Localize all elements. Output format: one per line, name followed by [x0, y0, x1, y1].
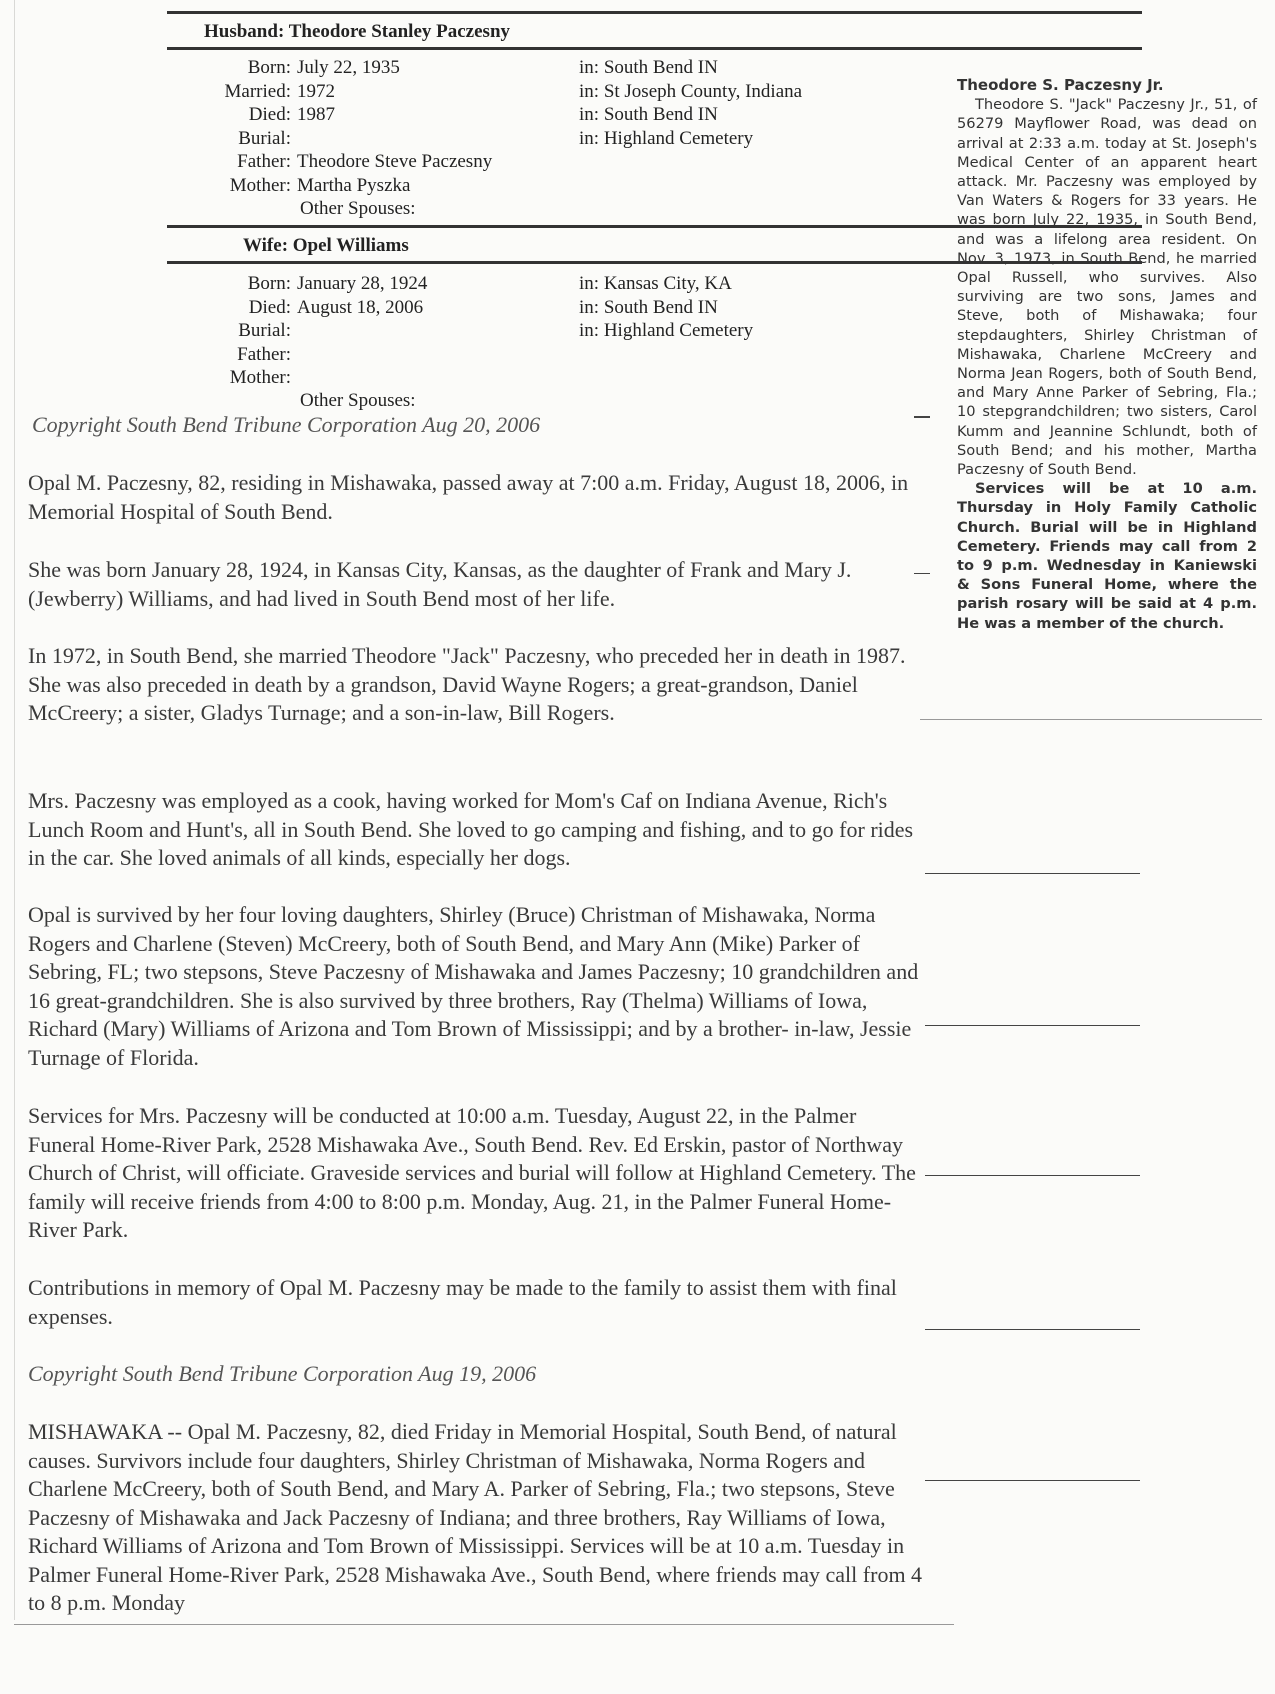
field-label: Burial:: [238, 127, 291, 149]
field-label: Died:: [248, 104, 291, 125]
wife-row: [166, 319, 753, 343]
obituary-paragraph: MISHAWAKA -- Opal M. Paczesny, 82, died Friday in Memorial Hospital, South Bend, of natural causes. Survivors include four daughters, Shirley Christman of Mishawaka, Norma Rogers and Charlene McCreery, both of South Bend, and Mary A. Parker of Sebring, Fla.; two stepsons, Steve Paczesny of Mishawaka and Jack Paczesny of Indiana; and three brothers, Ray Williams of Iowa, Richard Williams of Arizona and Tom Brown of Mississippi. Services will be at 10 a.m. Tuesday in Palmer Funeral Home-River Park, 2528 Mishawaka Ave., South Bend, where friends may call from 4 to 8 p.m. Monday: [28, 1419, 923, 1615]
in-label: in:: [579, 296, 600, 318]
clipping-paragraph: Services will be at 10 a.m. Thursday in Holy Family Catholic Church. Burial will be in Highland Cemetery. Friends may call from 2 to 9 p.m. Wednesday in Kaniewski & Sons Funeral Home, where the parish rosary will be said at 4 p.m. He was a member of the church.: [957, 480, 1257, 632]
obituary-paragraph: Opal M. Paczesny, 82, residing in Mishawaka, passed away at 7:00 a.m. Friday, August 18, 2006, in Memorial Hospital of South Bend.: [28, 470, 909, 524]
husband-row: [166, 80, 802, 104]
place-value: St Joseph County, Indiana: [603, 80, 803, 102]
husband-row: [166, 150, 802, 174]
field-label: Born:: [247, 57, 291, 78]
bottom-rule: [14, 1624, 954, 1625]
field-label: Married:: [224, 80, 291, 102]
obituary-paragraph: Opal is survived by her four loving daughters, Shirley (Bruce) Christman of Mishawaka, Norma Rogers and Charlene (Steven) McCreery, both of South Bend, and Mary Ann (Mike) Parker of Sebring, FL; two stepsons, Steve Paczesny of Mishawaka and James Paczesny; 10 grandchildren and 16 great-grandchildren. She is also survived by three brothers, Ray (Thelma) Williams of Iowa, Richard (Mary) Williams of Arizona and Tom Brown of Mississippi; and by a brother- in-law, Jessie Turnage of Florida.: [28, 902, 919, 1070]
margin-line: [920, 719, 1262, 720]
newspaper-clipping: [957, 76, 1257, 633]
margin-line: [925, 1025, 1140, 1026]
in-label: in:: [579, 273, 600, 294]
margin-dash: [914, 416, 930, 418]
in-label: in:: [579, 104, 600, 125]
field-value: Theodore Steve Paczesny: [297, 151, 493, 172]
field-label: Burial:: [238, 320, 291, 341]
field-label: Father:: [237, 343, 291, 365]
wife-row: [166, 296, 753, 320]
husband-details: [166, 56, 802, 197]
field-value: [297, 319, 579, 343]
husband-rule: [167, 47, 1142, 50]
obituary-paragraph: In 1972, in South Bend, she married Theodore "Jack" Paczesny, who preceded her in death in 1987. She was also preceded in death by a grandson, David Wayne Rogers; a great-grandson, Daniel McCreery; a sister, Gladys Turnage; and a son-in-law, Bill Rogers.: [28, 643, 906, 725]
field-label: Born:: [247, 273, 291, 294]
field-label: Mother:: [229, 367, 291, 388]
place-value: South Bend IN: [603, 57, 718, 78]
margin-line: [925, 873, 1140, 874]
wife-other-spouses: Other Spouses:: [300, 390, 416, 411]
margin-line: [925, 1175, 1140, 1176]
wife-details: [166, 272, 753, 390]
field-label: Mother:: [229, 174, 291, 196]
wife-row: [166, 272, 753, 296]
wife-row: [166, 366, 753, 390]
copyright-line: Copyright South Bend Tribune Corporation Aug 19, 2006: [28, 1361, 537, 1386]
margin-line: [925, 1329, 1140, 1330]
husband-row: [166, 103, 802, 127]
obituary-paragraph: Contributions in memory of Opal M. Paczesny may be made to the family to assist them with final expenses.: [28, 1275, 897, 1329]
field-label: Died:: [248, 296, 291, 318]
wife-heading: [243, 235, 409, 257]
field-value: [297, 343, 579, 367]
husband-label: Husband:: [204, 21, 285, 42]
husband-heading: [204, 21, 510, 43]
obituary-paragraph: Services for Mrs. Paczesny will be conducted at 10:00 a.m. Tuesday, August 22, in the Palmer Funeral Home-River Park, 2528 Mishawaka Ave., South Bend. Rev. Ed Erskin, pastor of Northway Church of Christ, will officiate. Graveside services and burial will follow at Highland Cemetery. The family will receive friends from 4:00 to 8:00 p.m. Monday, Aug. 21, in the Palmer Funeral Home-River Park.: [28, 1103, 916, 1242]
husband-row: [166, 174, 802, 198]
field-value: July 22, 1935: [297, 57, 400, 78]
copyright-line: Copyright South Bend Tribune Corporation Aug 20, 2006: [32, 412, 541, 437]
husband-row: [166, 56, 802, 80]
field-value: Martha Pyszka: [297, 174, 411, 196]
husband-other-spouses: Other Spouses:: [300, 198, 416, 219]
wife-row: [166, 343, 753, 367]
obituary-paragraph: She was born January 28, 1924, in Kansas City, Kansas, as the daughter of Frank and Mary J. (Jewberry) Williams, and had lived in South Bend most of her life.: [28, 557, 852, 611]
field-value: January 28, 1924: [297, 273, 428, 294]
wife-label: Wife:: [243, 235, 289, 256]
in-label: in:: [579, 127, 600, 149]
field-value: [297, 127, 579, 151]
place-value: Highland Cemetery: [603, 320, 754, 341]
field-value: 1987: [297, 104, 335, 125]
in-label: in:: [579, 320, 600, 341]
margin-line: [925, 1480, 1140, 1481]
in-label: in:: [579, 57, 600, 78]
place-value: Kansas City, KA: [603, 273, 732, 294]
place-value: Highland Cemetery: [603, 127, 754, 149]
field-value: 1972: [297, 80, 335, 102]
margin-dash: [914, 573, 930, 574]
field-value: August 18, 2006: [297, 296, 424, 318]
place-value: South Bend IN: [603, 296, 718, 318]
in-label: in:: [579, 80, 600, 102]
clipping-title: Theodore S. Paczesny Jr.: [957, 76, 1164, 94]
obituary-paragraph: Mrs. Paczesny was employed as a cook, having worked for Mom's Caf on Indiana Avenue, Rich's Lunch Room and Hunt's, all in South Bend. She loved to go camping and fishing, and to go for rides in the car. She loved animals of all kinds, especially her dogs.: [28, 788, 914, 870]
clipping-paragraph: Theodore S. "Jack" Paczesny Jr., 51, of 56279 Mayflower Road, was dead on arrival at 2:33 a.m. today at St. Joseph's Medical Center of an apparent heart attack. Mr. Paczesny was employed by Van Waters & Rogers for 33 years. He was born July 22, 1935, in South Bend, and was a lifelong area resident. On Nov. 3, 1973, in South Bend, he married Opal Russell, who survives. Also surviving are two sons, James and Steve, both of Mishawaka; four stepdaughters, Shirley Christman of Mishawaka, Charlene McCreery and Norma Jean Rogers, both of South Bend, and Mary Anne Parker of Sebring, Fla.; 10 stepgrandchildren; two sisters, Carol Kumm and Jeannine Schlundt, both of South Bend; and his mother, Martha Paczesny of South Bend.: [957, 96, 1257, 479]
place-value: South Bend IN: [603, 104, 718, 125]
field-value: [297, 366, 579, 390]
page-left-edge: [14, 0, 15, 1620]
wife-name: Opel Williams: [292, 235, 409, 256]
top-rule: [167, 11, 1142, 14]
field-label: Father:: [237, 151, 291, 172]
husband-row: [166, 127, 802, 151]
husband-name: Theodore Stanley Paczesny: [288, 21, 511, 42]
